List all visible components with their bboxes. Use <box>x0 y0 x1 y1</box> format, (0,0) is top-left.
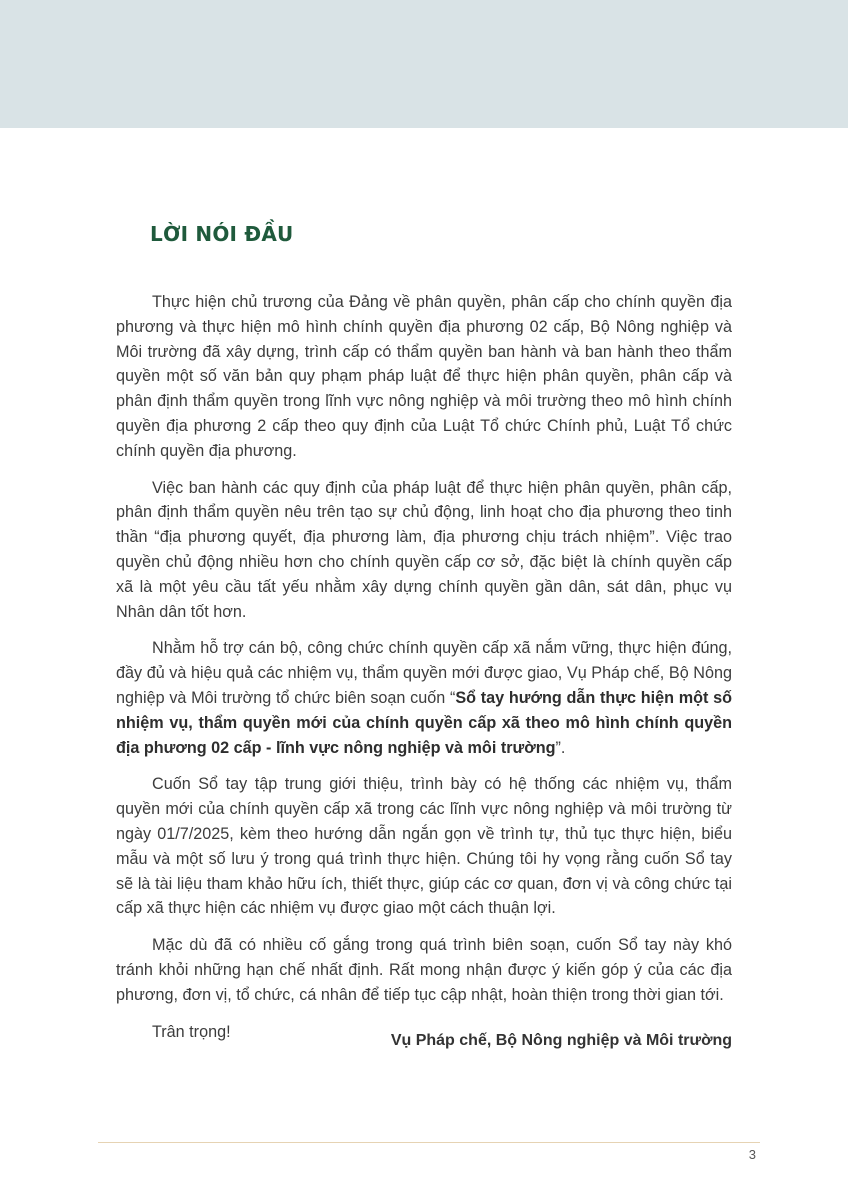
paragraph-1: Thực hiện chủ trương của Đảng về phân quyền, phân cấp cho chính quyền địa phương và thực hiện mô hình chính quyền địa phương 02 cấp, Bộ Nông nghiệp và Môi trường đã xây dựng, trình cấp có thẩm quyền ban hành và ban hành theo thẩm quyền một số văn bản quy phạm pháp luật để thực hiện phân quyền, phân cấp và phân định thẩm quyền trong lĩnh vực nông nghiệp và môi trường theo mô hình chính quyền địa phương 2 cấp theo quy định của Luật Tổ chức Chính phủ, Luật Tổ chức chính quyền địa phương. <box>116 293 732 460</box>
body-text <box>116 290 732 1056</box>
paragraph-3-intro: Nhằm hỗ trợ cán bộ, công chức chính quyền cấp xã nắm vững, thực hiện đúng, đầy đủ và hiệu quả các nhiệm vụ, thẩm quyền mới được giao, Vụ Pháp chế, Bộ Nông nghiệp và Môi trường tổ chức biên soạn cuốn “ <box>116 639 732 707</box>
header-band <box>0 0 848 128</box>
signature: Vụ Pháp chế, Bộ Nông nghiệp và Môi trường <box>390 1032 732 1049</box>
paragraph-5: Mặc dù đã có nhiều cố gắng trong quá trình biên soạn, cuốn Sổ tay này khó tránh khỏi những hạn chế nhất định. Rất mong nhận được ý kiến góp ý của các địa phương, đơn vị, tổ chức, cá nhân để tiếp tục cập nhật, hoàn thiện trong thời gian tới. <box>116 936 732 1004</box>
page-title: LỜI NÓI ĐẦU <box>150 222 294 246</box>
page-number: 3 <box>748 1147 756 1162</box>
handbook-title: Sổ tay hướng dẫn thực hiện một số nhiệm vụ, thẩm quyền mới của chính quyền cấp xã theo mô hình chính quyền địa phương 02 cấp - lĩnh vực nông nghiệp và môi trường <box>116 688 733 757</box>
paragraph-3-end: ”. <box>555 738 566 757</box>
paragraph-4: Cuốn Sổ tay tập trung giới thiệu, trình bày có hệ thống các nhiệm vụ, thẩm quyền mới của chính quyền cấp xã trong các lĩnh vực nông nghiệp và môi trường từ ngày 01/7/2025, kèm theo hướng dẫn ngắn gọn về trình tự, thủ tục thực hiện, biểu mẫu và một số lưu ý trong quá trình thực hiện. Chúng tôi hy vọng rằng cuốn Sổ tay sẽ là tài liệu tham khảo hữu ích, thiết thực, giúp các cơ quan, đơn vị và công chức tại cấp xã thực hiện các nhiệm vụ được giao một cách thuận lợi. <box>116 775 732 918</box>
footer-divider <box>98 1142 760 1143</box>
paragraph-3 <box>116 636 732 760</box>
paragraph-2: Việc ban hành các quy định của pháp luật để thực hiện phân quyền, phân cấp, phân định thẩm quyền nêu trên tạo sự chủ động, linh hoạt cho địa phương theo tinh thần “địa phương quyết, địa phương làm, địa phương chịu trách nhiệm”. Việc trao quyền chủ động nhiều hơn cho chính quyền cấp cơ sở, đặc biệt là chính quyền cấp xã là một yêu cầu tất yếu nhằm xây dựng chính quyền gần dân, sát dân, phục vụ Nhân dân tốt hơn. <box>116 478 732 621</box>
closing-greeting: Trân trọng! <box>152 1022 231 1041</box>
